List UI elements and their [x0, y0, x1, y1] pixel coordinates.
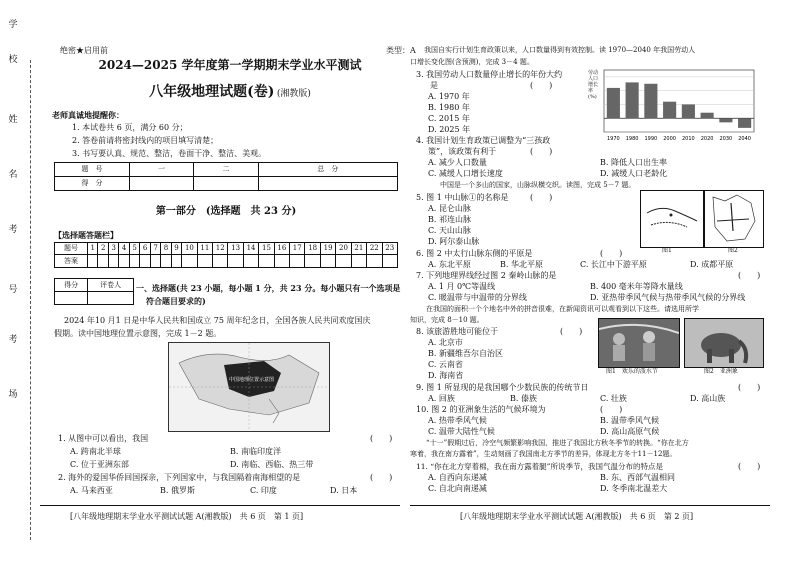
chart-tick-label: 2040 [738, 136, 751, 142]
option[interactable]: B. 新疆维吾尔自治区 [428, 349, 503, 358]
option[interactable]: B. 温带季风气候 [600, 416, 659, 425]
chart-bar [644, 84, 657, 118]
option[interactable]: B. 400 毫米年等降水量线 [590, 282, 683, 291]
answer-number: 17 [290, 243, 305, 255]
answer-paren: ( ) [738, 383, 761, 392]
option[interactable]: A. 减少人口数量 [428, 158, 487, 167]
intro-text: 假期。读中国地理位置示意图，完成 1－2 题。 [54, 329, 222, 338]
option[interactable]: A. 昆仑山脉 [428, 204, 471, 213]
map-graphic [169, 343, 329, 431]
answer-cell[interactable] [171, 255, 181, 268]
score-cell: 题 号 [55, 163, 130, 177]
score-cell: 一 [130, 163, 194, 177]
answer-head: 题号 [55, 243, 88, 255]
answer-paren: ( ) [370, 434, 393, 443]
intro-text: 2024 年10 月1 日是中华人民共和国成立 75 周年纪念日，全国各族人民共同欢度国庆 [64, 316, 371, 325]
answer-cell[interactable] [351, 255, 366, 268]
footer-rule [40, 505, 400, 506]
answer-cell[interactable] [243, 255, 258, 268]
answer-cell[interactable] [382, 255, 398, 268]
question-9: 9. 图 1 所显现的是我国哪个少数民族的传统节日 [416, 383, 589, 392]
answer-cell[interactable] [336, 255, 351, 268]
fig1-graphic [641, 191, 703, 247]
footer-rule [410, 505, 770, 506]
score-cell: 总 分 [258, 163, 397, 177]
answer-cell[interactable] [150, 255, 160, 268]
intro-text: “十一”假期过后，冷空气频繁影响我国，推进了我国北方秋冬季节的转换。“你在北方 [426, 439, 689, 447]
question-4: 4. 我国计划生育政策已调整为“三孩政 [416, 136, 551, 145]
option[interactable]: C. 天山山脉 [428, 226, 471, 235]
chart-ylabel: 劳动人口增长率(%) [588, 70, 599, 100]
answer-number: 22 [367, 243, 382, 255]
section-grader-input[interactable] [88, 292, 134, 305]
fig1-caption: 图1 [662, 247, 672, 254]
binding-char: 学 [8, 20, 18, 30]
question-5: 5. 图 1 中山脉①的名称是 [416, 193, 509, 202]
photo1-graphic [599, 319, 679, 367]
intro-text: 我国自实行计划生育政策以来，人口数量得到有效控制。读 1970—2040 年我国劳动人 [424, 46, 696, 54]
chart-tick-label: 2020 [700, 136, 714, 142]
answer-cell[interactable] [320, 255, 335, 268]
notice-item: 3. 书写要认真、规范、整洁，卷面干净、整洁、美观。 [72, 149, 267, 158]
answer-cell[interactable] [140, 255, 150, 268]
answer-cell[interactable] [182, 255, 197, 268]
question-8: 8. 该旅游胜地可能位于 [416, 327, 499, 336]
option[interactable]: A. 热带季风气候 [428, 416, 487, 425]
answer-paren: ( ) [600, 405, 623, 414]
answer-cell[interactable] [197, 255, 212, 268]
binding-char: 考 [8, 225, 18, 235]
labor-growth-chart [588, 66, 758, 146]
mountain-figure-2 [704, 190, 764, 248]
option[interactable]: C. 自北向南递减 [428, 484, 487, 493]
question-7: 7. 下列地理界线经过图 2 秦岭山脉的是 [416, 271, 557, 280]
fig2-graphic [705, 191, 763, 247]
score-table [54, 162, 398, 191]
binding-char: 姓 [8, 115, 18, 125]
chart-svg [600, 66, 758, 146]
option[interactable]: D. 减缓人口老龄化 [600, 169, 668, 178]
chart-bar [682, 104, 695, 118]
question-3-cont: 是 [430, 81, 438, 90]
answer-paren: ( ) [370, 473, 393, 482]
answer-number: 14 [243, 243, 258, 255]
answer-number: 7 [150, 243, 160, 255]
answer-table [54, 242, 398, 268]
answer-sheet-label: 【选择题答题栏】 [54, 230, 118, 240]
answer-number: 8 [161, 243, 171, 255]
option[interactable]: B. 傣族 [510, 394, 537, 403]
chart-tick-label: 2010 [682, 136, 695, 142]
answer-number: 16 [274, 243, 289, 255]
answer-number: 20 [336, 243, 351, 255]
answer-paren: ( ) [738, 271, 761, 280]
answer-number: 21 [351, 243, 366, 255]
answer-paren: ( ) [600, 249, 623, 258]
section-score-label: 得分 [55, 279, 88, 292]
section1-instruction: 符合题目要求的) [146, 296, 206, 306]
answer-cell[interactable] [305, 255, 320, 268]
answer-number: 10 [182, 243, 197, 255]
option[interactable]: D. 南临、西临、热三带 [230, 460, 314, 469]
option[interactable]: D. 亚热带季风气候与热带季风气候的分界线 [590, 293, 746, 302]
notice-item: 2. 答卷前请将密封线内的项目填写清楚； [72, 136, 219, 145]
photo-water-festival [598, 318, 680, 368]
notice-heading: 老师真诚地提醒你： [52, 110, 124, 120]
binding-char: 场 [8, 390, 18, 400]
question-3: 3. 我国劳动人口数量停止增长的年份大约 [416, 70, 563, 79]
section1-score-box [54, 278, 134, 305]
answer-paren: ( ) [530, 147, 553, 156]
chart-tick-label: 1980 [625, 136, 639, 142]
footer-left: [八年级地理期末学业水平测试试题 A(湘教版) 共 6 页 第 1 页] [70, 512, 304, 521]
score-cell: 二 [194, 163, 258, 177]
answer-paren: ( ) [530, 81, 553, 90]
option[interactable]: A. 自西向东递减 [428, 473, 487, 482]
option[interactable]: A. 跨南北半球 [70, 447, 121, 456]
option[interactable]: D. 海南省 [428, 371, 464, 380]
intro-text: 在我国的面积一个个地名中外的拼音很难，在新闻资讯可以观看到以下这些。请选用所学 [426, 305, 699, 313]
photo1-caption: 图1 欢乐的泼水节 [606, 368, 658, 375]
option[interactable]: C. 长江中下游平原 [580, 260, 647, 269]
answer-number: 1 [88, 243, 98, 255]
section-grader-label: 评卷人 [88, 279, 134, 292]
option[interactable]: C. 云南省 [428, 360, 463, 369]
photo2-graphic [685, 319, 763, 367]
question-10: 10. 图 2 的亚洲象生活的气候环境为 [416, 405, 546, 414]
answer-number: 6 [140, 243, 150, 255]
chart-bar [626, 82, 639, 118]
option[interactable]: B. 俄罗斯 [160, 486, 195, 495]
option[interactable]: D. 冬季南北温差大 [600, 484, 668, 493]
score-input[interactable] [258, 177, 397, 191]
binding-char: 校 [8, 55, 18, 65]
answer-cell[interactable] [98, 255, 108, 268]
option[interactable]: B. 南临印度洋 [230, 447, 281, 456]
intro-text: 知识，完成 8－10 题。 [410, 316, 484, 324]
exam-subtitle: 八年级地理试题(卷) (湘教版) [149, 84, 311, 100]
chart-bar [719, 118, 732, 122]
exam-title: 2024—2025 学年度第一学期期末学业水平测试 [98, 58, 362, 72]
fig2-caption: 图2 [728, 247, 738, 254]
intro-text: 口增长变化图(含预测)，完成 3－4 题。 [410, 58, 534, 66]
question-6: 6. 图 2 中太行山脉东侧的平原是 [416, 249, 533, 258]
chart-bar [607, 88, 620, 118]
option[interactable]: B. 祁连山脉 [428, 215, 471, 224]
question-1: 1. 从图中可以看出，我国 [58, 434, 149, 443]
binding-char: 名 [8, 170, 18, 180]
chart-tick-label: 1990 [644, 136, 658, 142]
answer-cell[interactable] [119, 255, 129, 268]
section-score-input[interactable] [55, 292, 88, 305]
answer-cell[interactable] [213, 255, 228, 268]
binding-char: 号 [8, 285, 18, 295]
answer-number: 19 [320, 243, 335, 255]
photo2-caption: 图2 亚洲象 [704, 368, 738, 375]
type-label: 类型：A [386, 46, 416, 55]
option[interactable]: C. 2015 年 [428, 114, 470, 123]
option[interactable]: A. 东北平原 [428, 260, 471, 269]
answer-number: 12 [213, 243, 228, 255]
score-input[interactable] [194, 177, 258, 191]
option[interactable]: D. 日本 [330, 486, 358, 495]
intro-text: 中国是一个多山的国家，山脉纵横交织。读图，完成 5－7 题。 [440, 181, 636, 189]
map-label: 中国地理位置示意图 [229, 377, 275, 383]
option[interactable]: B. 华北平原 [500, 260, 543, 269]
option[interactable]: A. 马来西亚 [70, 486, 113, 495]
answer-cell[interactable] [274, 255, 289, 268]
answer-number: 4 [119, 243, 129, 255]
answer-cell[interactable] [259, 255, 274, 268]
option[interactable]: C. 壮族 [600, 394, 627, 403]
seal-line [30, 60, 31, 540]
answer-cell[interactable] [367, 255, 382, 268]
score-cell: 得 分 [55, 177, 130, 191]
mountain-figure-1 [640, 190, 704, 248]
question-2: 2. 海外的爱国华侨回国探亲，下列国家中，与我国隔着南海相望的是 [58, 473, 301, 482]
answer-cell[interactable] [228, 255, 243, 268]
answer-number: 2 [98, 243, 108, 255]
answer-cell[interactable] [290, 255, 305, 268]
option[interactable]: A. 1 月 0℃等温线 [428, 282, 496, 291]
option[interactable]: B. 东、西部气温相同 [600, 473, 675, 482]
option[interactable]: D. 高山族 [690, 394, 726, 403]
answer-number: 11 [197, 243, 212, 255]
score-input[interactable] [130, 177, 194, 191]
option[interactable]: C. 印度 [250, 486, 277, 495]
question-4-cont: 策”，该政策有利于 [428, 147, 497, 156]
option[interactable]: A. 北京市 [428, 338, 463, 347]
china-location-map [168, 342, 330, 432]
chart-tick-label: 2000 [663, 136, 676, 142]
notice-item: 1. 本试卷共 6 页，满分 60 分； [72, 123, 188, 132]
option[interactable]: D. 2025 年 [428, 125, 471, 134]
answer-number: 15 [259, 243, 274, 255]
chart-bar [738, 118, 751, 128]
answer-cell[interactable] [129, 255, 139, 268]
answer-paren: ( ) [530, 193, 553, 202]
answer-paren: ( ) [560, 327, 583, 336]
option[interactable]: B. 1980 年 [428, 103, 470, 112]
option[interactable]: D. 成都平原 [690, 260, 734, 269]
option[interactable]: B. 降低人口出生率 [600, 158, 667, 167]
option[interactable]: A. 回族 [428, 394, 455, 403]
answer-head: 答案 [55, 255, 88, 268]
answer-number: 9 [171, 243, 181, 255]
option[interactable]: C. 温带大陆性气候 [428, 427, 495, 436]
answer-cell[interactable] [161, 255, 171, 268]
intro-text: 寒着，我在南方露着”，生动刻画了我国南北方季节的差异，体现北方冬十11－12题。 [410, 450, 677, 458]
answer-cell[interactable] [88, 255, 98, 268]
photo-asian-elephant [684, 318, 764, 368]
answer-number: 3 [108, 243, 118, 255]
answer-number: 13 [228, 243, 243, 255]
binding-char: 考 [8, 335, 18, 345]
chart-bar [663, 102, 676, 119]
footer-right: [八年级地理期末学业水平测试试题 A(湘教版) 共 6 页 第 2 页] [460, 512, 694, 521]
secret-label: 绝密★启用前 [60, 46, 108, 55]
chart-tick-label: 2030 [719, 136, 733, 142]
section1-instruction: 一、选择题(共 23 小题，每小题 1 分，共 23 分。每小题只有一个选项是 [136, 283, 401, 293]
answer-number: 18 [305, 243, 320, 255]
answer-cell[interactable] [108, 255, 118, 268]
question-11: 11. “你在北方穿着棉，我在南方露着腿”所说季节，我国气温分布的特点是 [416, 462, 663, 471]
option[interactable]: C. 暖温带与中温带的分界线 [428, 293, 527, 302]
answer-number: 23 [382, 243, 398, 255]
answer-number: 5 [129, 243, 139, 255]
binding-strip [0, 0, 26, 470]
chart-tick-label: 1970 [607, 136, 620, 142]
chart-bar [701, 113, 714, 119]
option[interactable]: C. 减缓人口增长速度 [428, 169, 503, 178]
option[interactable]: D. 高山高原气候 [600, 427, 660, 436]
answer-paren: ( ) [738, 462, 761, 471]
option[interactable]: A. 1970 年 [428, 92, 470, 101]
part1-heading: 第一部分 (选择题 共 23 分) [155, 206, 297, 217]
option[interactable]: D. 阿尔泰山脉 [428, 237, 480, 246]
option[interactable]: C. 位于亚洲东部 [70, 460, 129, 469]
